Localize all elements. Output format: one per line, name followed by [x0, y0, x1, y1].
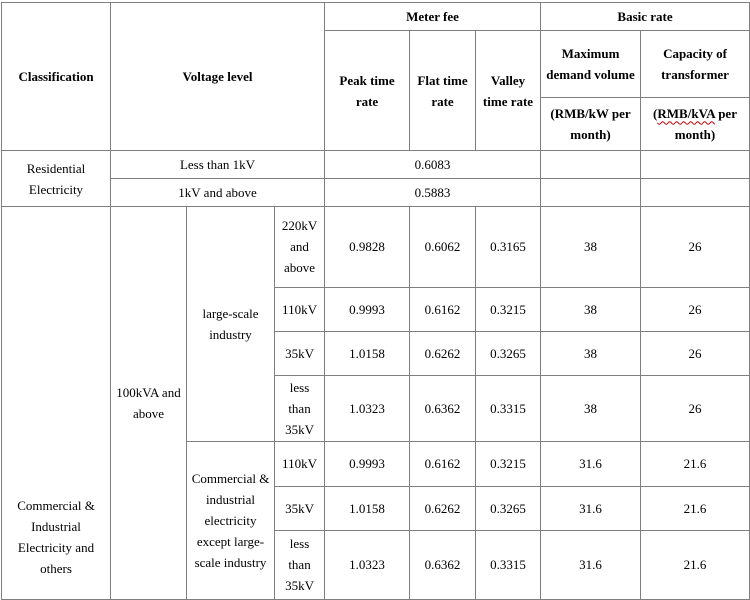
- demand-rate-cell: 38: [541, 287, 641, 331]
- voltage-cell: less than 35kV: [275, 376, 325, 442]
- valley-time-rate-header: Valley time rate: [476, 31, 541, 151]
- flat-rate-cell: 0.6262: [410, 332, 476, 376]
- spellcheck-underlined-unit: RMB/kVA: [657, 106, 715, 122]
- commercial-industrial-label: Commercial & Industrial Electricity and others: [2, 206, 111, 599]
- peak-rate-cell: 1.0323: [325, 376, 410, 442]
- table-row: [2, 178, 750, 206]
- demand-rate-cell: 31.6: [541, 530, 641, 599]
- peak-rate-cell: 0.9993: [325, 442, 410, 486]
- empty-cell: [541, 178, 641, 206]
- transformer-rate-cell: 21.6: [641, 442, 750, 486]
- maximum-demand-unit: (RMB/kW per month): [541, 98, 641, 151]
- electricity-tariff-table: [1, 2, 750, 600]
- basic-rate-header: Basic rate: [541, 3, 750, 31]
- valley-rate-cell: 0.3265: [476, 332, 541, 376]
- peak-rate-cell: 0.9993: [325, 287, 410, 331]
- transformer-capacity-unit: (RMB/kVA per month): [641, 98, 750, 151]
- demand-rate-cell: 38: [541, 206, 641, 287]
- transformer-rate-cell: 26: [641, 206, 750, 287]
- transformer-rate-cell: 21.6: [641, 486, 750, 530]
- flat-rate-cell: 0.6062: [410, 206, 476, 287]
- transformer-rate-cell: 26: [641, 332, 750, 376]
- header-row: [2, 3, 750, 31]
- transformer-rate-cell: 26: [641, 287, 750, 331]
- peak-time-rate-header: Peak time rate: [325, 31, 410, 151]
- voltage-cell: 1kV and above: [111, 178, 325, 206]
- voltage-cell: 110kV: [275, 442, 325, 486]
- table-row: [2, 151, 750, 178]
- residential-electricity-label: Residential Electricity: [2, 151, 111, 206]
- valley-rate-cell: 0.3315: [476, 376, 541, 442]
- capacity-group-label: 100kVA and above: [111, 206, 187, 599]
- demand-rate-cell: 38: [541, 376, 641, 442]
- valley-rate-cell: 0.3265: [476, 486, 541, 530]
- valley-rate-cell: 0.3315: [476, 530, 541, 599]
- consumer-group-label: large-scale industry: [187, 206, 275, 442]
- peak-rate-cell: 1.0323: [325, 530, 410, 599]
- voltage-cell: 35kV: [275, 486, 325, 530]
- empty-cell: [641, 151, 750, 178]
- flat-rate-cell: 0.6162: [410, 287, 476, 331]
- voltage-cell: Less than 1kV: [111, 151, 325, 178]
- demand-rate-cell: 31.6: [541, 442, 641, 486]
- empty-cell: [641, 178, 750, 206]
- valley-rate-cell: 0.3215: [476, 287, 541, 331]
- voltage-cell: 35kV: [275, 332, 325, 376]
- transformer-capacity-header: Capacity of transformer: [641, 31, 750, 98]
- consumer-group-label: Commercial & industrial electricity except large-scale industry: [187, 442, 275, 600]
- transformer-rate-cell: 26: [641, 376, 750, 442]
- flat-time-rate-header: Flat time rate: [410, 31, 476, 151]
- classification-header: Classification: [2, 3, 111, 151]
- flat-rate-cell: 0.6362: [410, 530, 476, 599]
- peak-rate-cell: 1.0158: [325, 332, 410, 376]
- demand-rate-cell: 38: [541, 332, 641, 376]
- flat-rate-cell: 0.6362: [410, 376, 476, 442]
- table-row: [2, 206, 750, 287]
- peak-rate-cell: 1.0158: [325, 486, 410, 530]
- meter-fee-header: Meter fee: [325, 3, 541, 31]
- flat-rate-cell: 0.6162: [410, 442, 476, 486]
- voltage-cell: 220kV and above: [275, 206, 325, 287]
- meter-rate-cell: 0.6083: [325, 151, 541, 178]
- voltage-level-header: Voltage level: [111, 3, 325, 151]
- peak-rate-cell: 0.9828: [325, 206, 410, 287]
- demand-rate-cell: 31.6: [541, 486, 641, 530]
- valley-rate-cell: 0.3165: [476, 206, 541, 287]
- flat-rate-cell: 0.6262: [410, 486, 476, 530]
- empty-cell: [541, 151, 641, 178]
- valley-rate-cell: 0.3215: [476, 442, 541, 486]
- meter-rate-cell: 0.5883: [325, 178, 541, 206]
- transformer-rate-cell: 21.6: [641, 530, 750, 599]
- maximum-demand-header: Maximum demand volume: [541, 31, 641, 98]
- voltage-cell: 110kV: [275, 287, 325, 331]
- voltage-cell: less than 35kV: [275, 530, 325, 599]
